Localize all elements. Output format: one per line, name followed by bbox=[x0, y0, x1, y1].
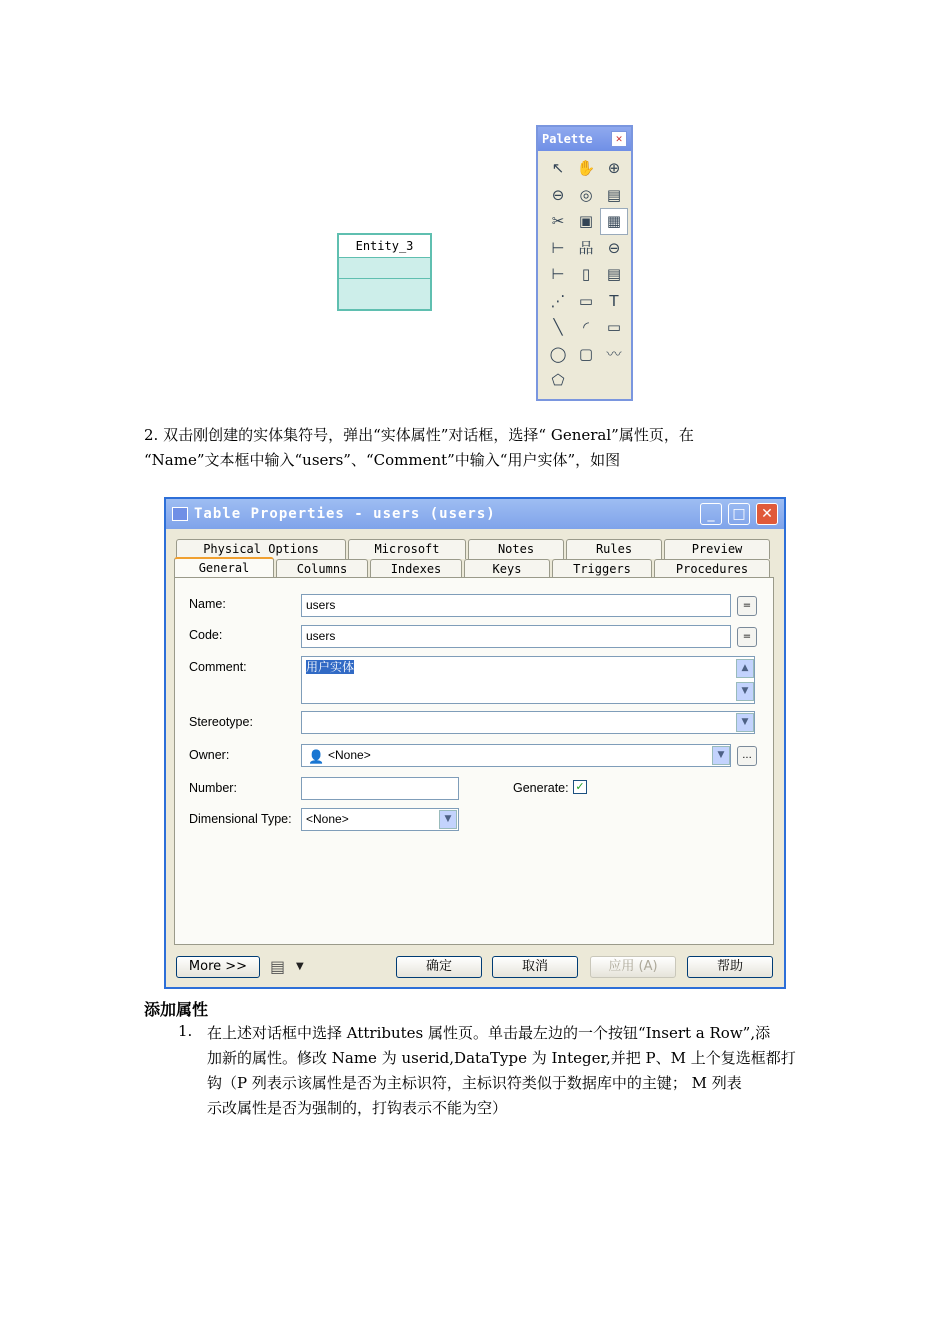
dialog-titlebar bbox=[166, 499, 784, 529]
name-field[interactable]: users bbox=[301, 594, 731, 617]
general-panel bbox=[174, 577, 774, 945]
connector-icon[interactable]: ⋰ bbox=[550, 291, 566, 310]
comment-field[interactable] bbox=[301, 656, 755, 704]
dialog-title: Table Properties - users (users) bbox=[194, 506, 496, 522]
code-equal-button[interactable]: = bbox=[737, 627, 757, 647]
note-icon[interactable]: ▤ bbox=[606, 265, 622, 284]
close-icon[interactable]: ✕ bbox=[611, 131, 627, 147]
hand-icon[interactable]: ✋ bbox=[576, 159, 596, 178]
number-label: Number: bbox=[189, 781, 237, 795]
owner-label: Owner: bbox=[189, 748, 230, 762]
view-icon[interactable]: ⊖ bbox=[607, 238, 621, 257]
chevron-down-icon[interactable]: ▼ bbox=[439, 810, 457, 829]
dimensional-type-select[interactable]: <None> bbox=[301, 808, 459, 831]
name-label: Name: bbox=[189, 597, 226, 611]
rounded-rect-icon[interactable]: ▢ bbox=[578, 344, 594, 363]
palette-title: Palette bbox=[542, 132, 593, 146]
item-number: 1. bbox=[178, 1022, 193, 1040]
item-line-2: 加新的属性。修改 Name 为 userid,DataType 为 Integer,并把 P、M 上个复选框都打 bbox=[207, 1049, 796, 1067]
owner-select[interactable] bbox=[301, 744, 731, 767]
tab-indexes[interactable]: Indexes bbox=[370, 559, 462, 579]
palette-titlebar bbox=[538, 127, 631, 151]
arc-icon[interactable]: ◜ bbox=[583, 318, 589, 337]
tab-rules[interactable]: Rules bbox=[566, 539, 662, 559]
storage-icon[interactable]: ▭ bbox=[578, 291, 594, 310]
maximize-button[interactable]: □ bbox=[728, 503, 750, 525]
caption-line-2: “Name”文本框中输入“users”、“Comment”中输入“用户实体”，如图 bbox=[144, 451, 621, 469]
scroll-down-icon[interactable]: ▼ bbox=[736, 682, 754, 701]
entity-name: Entity_3 bbox=[339, 235, 430, 258]
code-label: Code: bbox=[189, 628, 223, 642]
code-field[interactable]: users bbox=[301, 625, 731, 648]
link-icon[interactable]: ⊢ bbox=[551, 265, 565, 284]
tab-general[interactable]: General bbox=[174, 557, 274, 579]
zoom-out-icon[interactable]: ⊖ bbox=[551, 185, 565, 204]
item-line-4: 示改属性是否为强制的，打钩表示不能为空） bbox=[207, 1099, 508, 1117]
line-icon[interactable]: ╲ bbox=[553, 318, 563, 337]
palette-window bbox=[536, 125, 633, 401]
help-button[interactable]: 帮助 bbox=[687, 956, 773, 978]
section-heading: 添加属性 bbox=[144, 1000, 209, 1019]
chevron-down-icon[interactable]: ▼ bbox=[712, 746, 730, 765]
tab-columns[interactable]: Columns bbox=[276, 559, 368, 579]
user-icon: 👤 bbox=[308, 749, 325, 764]
reference-icon[interactable]: ⊢ bbox=[551, 238, 565, 257]
package-icon[interactable]: ▣ bbox=[578, 212, 594, 231]
table-icon[interactable]: ▦ bbox=[600, 208, 628, 235]
cancel-button[interactable]: 取消 bbox=[492, 956, 578, 978]
print-icon[interactable]: ▤ bbox=[270, 957, 286, 976]
dimensional-type-label: Dimensional Type: bbox=[189, 812, 292, 826]
tab-physical-options[interactable]: Physical Options bbox=[176, 539, 346, 559]
tab-notes[interactable]: Notes bbox=[468, 539, 564, 559]
apply-button[interactable]: 应用 (A) bbox=[590, 956, 676, 978]
table-icon bbox=[172, 507, 188, 521]
tab-microsoft[interactable]: Microsoft bbox=[348, 539, 466, 559]
more-button[interactable]: More >> bbox=[176, 956, 260, 978]
zoom-fit-icon[interactable]: ◎ bbox=[579, 185, 593, 204]
chevron-down-icon[interactable]: ▼ bbox=[736, 713, 754, 732]
polyline-icon[interactable]: 〰 bbox=[606, 345, 622, 364]
hierarchy-icon[interactable]: 品 bbox=[578, 239, 594, 258]
ellipse-icon[interactable]: ◯ bbox=[549, 344, 567, 363]
cut-icon[interactable]: ✂ bbox=[551, 212, 565, 231]
tab-procedures[interactable]: Procedures bbox=[654, 559, 770, 579]
stereotype-label: Stereotype: bbox=[189, 715, 253, 729]
caret-down-icon[interactable]: ▼ bbox=[296, 961, 304, 972]
generate-label: Generate: bbox=[513, 781, 569, 795]
item-line-3: 钩（P 列表示该属性是否为主标识符，主标识符类似于数据库中的主键； M 列表 bbox=[207, 1074, 742, 1092]
caption-line-1: 2. 双击刚创建的实体集符号，弹出“实体属性”对话框，选择“ General”属性页，在 bbox=[144, 426, 694, 444]
rectangle-icon[interactable]: ▭ bbox=[606, 318, 622, 337]
item-line-1: 在上述对话框中选择 Attributes 属性页。单击最左边的一个按钮“Insert a Row”,添 bbox=[207, 1024, 771, 1042]
minimize-button[interactable]: _ bbox=[700, 503, 722, 525]
tab-triggers[interactable]: Triggers bbox=[552, 559, 652, 579]
file-icon[interactable]: ▯ bbox=[581, 265, 591, 284]
palette-tools bbox=[538, 151, 631, 394]
entity-attributes-row bbox=[339, 258, 430, 279]
polygon-icon[interactable]: ⬠ bbox=[551, 371, 565, 390]
pointer-icon[interactable]: ↖ bbox=[551, 159, 565, 178]
owner-value: <None> bbox=[328, 748, 371, 762]
generate-checkbox[interactable]: ✓ bbox=[573, 780, 587, 794]
properties-icon[interactable]: ▤ bbox=[606, 185, 622, 204]
tab-preview[interactable]: Preview bbox=[664, 539, 770, 559]
owner-ellipsis-button[interactable]: ... bbox=[737, 746, 757, 766]
text-icon[interactable]: T bbox=[609, 291, 619, 310]
scroll-up-icon[interactable]: ▲ bbox=[736, 659, 754, 678]
tab-keys[interactable]: Keys bbox=[464, 559, 550, 579]
name-equal-button[interactable]: = bbox=[737, 596, 757, 616]
close-button[interactable]: ✕ bbox=[756, 503, 778, 525]
comment-label: Comment: bbox=[189, 660, 247, 674]
zoom-in-icon[interactable]: ⊕ bbox=[607, 159, 621, 178]
table-properties-dialog bbox=[164, 497, 786, 989]
ok-button[interactable]: 确定 bbox=[396, 956, 482, 978]
number-field[interactable] bbox=[301, 777, 459, 800]
stereotype-select[interactable] bbox=[301, 711, 755, 734]
entity-symbol[interactable] bbox=[337, 233, 432, 311]
comment-text: 用户实体 bbox=[306, 660, 355, 674]
